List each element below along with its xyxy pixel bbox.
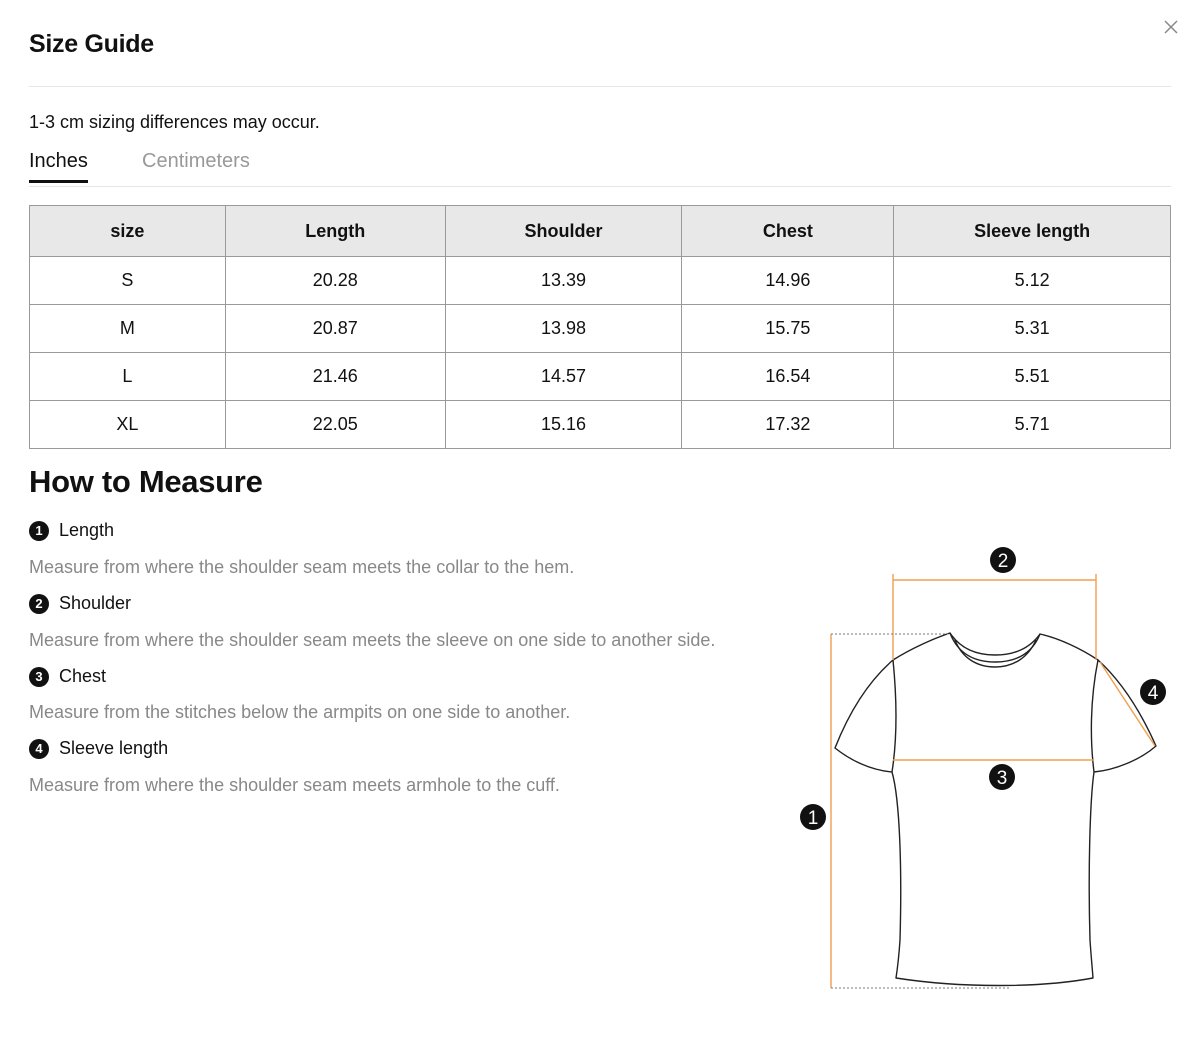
cell-sleeve-length: 5.31 [894,305,1171,353]
measure-label: Sleeve length [59,738,169,758]
header-size: size [30,206,226,257]
cell-chest: 15.75 [682,305,894,353]
tab-inches[interactable]: Inches [29,150,88,183]
cell-sleeve-length: 5.51 [894,353,1171,401]
close-button[interactable] [1160,16,1182,38]
unit-tabs [29,148,1171,187]
measure-label: Length [59,520,115,540]
measure-description: Measure from where the shoulder seam meets the sleeve on one side to another side. [29,630,716,650]
cell-chest: 17.32 [682,401,894,449]
cell-size: S [30,257,226,305]
cell-shoulder: 13.39 [445,257,682,305]
svg-text:2: 2 [997,551,1009,572]
tshirt-icon [835,633,1156,986]
measure-item-sleeve-title [29,738,168,759]
cell-length: 20.87 [225,305,445,353]
number-badge-icon: 1 [29,521,49,541]
number-badge-icon: 3 [29,667,49,687]
cell-shoulder: 13.98 [445,305,682,353]
cell-chest: 14.96 [682,257,894,305]
table-row [30,401,1171,449]
how-to-measure-heading: How to Measure [29,464,263,499]
cell-length: 21.46 [225,353,445,401]
close-icon [1160,16,1182,38]
diagram-label-4 [1140,679,1166,705]
measure-description: Measure from where the shoulder seam meets the collar to the hem. [29,557,575,577]
svg-text:1: 1 [807,808,819,829]
tshirt-measurement-diagram [790,540,1170,1000]
number-badge-icon: 4 [29,739,49,759]
cell-chest: 16.54 [682,353,894,401]
cell-sleeve-length: 5.71 [894,401,1171,449]
table-header-row [30,206,1171,257]
cell-length: 22.05 [225,401,445,449]
svg-text:3: 3 [996,768,1008,789]
title-divider [29,86,1171,87]
measure-label: Chest [59,666,107,686]
measure-description: Measure from the stitches below the armpits on one side to another. [29,702,571,722]
cell-size: XL [30,401,226,449]
measure-item-shoulder-title [29,593,131,614]
header-length: Length [225,206,445,257]
cell-size: M [30,305,226,353]
svg-text:4: 4 [1147,683,1159,704]
cell-shoulder: 15.16 [445,401,682,449]
header-chest: Chest [682,206,894,257]
cell-length: 20.28 [225,257,445,305]
measure-description: Measure from where the shoulder seam meets armhole to the cuff. [29,775,560,795]
header-sleeve-length: Sleeve length [894,206,1171,257]
size-table [29,205,1171,449]
diagram-label-2 [990,547,1016,573]
modal-title: Size Guide [29,30,154,58]
cell-shoulder: 14.57 [445,353,682,401]
sizing-note: 1-3 cm sizing differences may occur. [29,112,320,132]
diagram-label-1 [800,804,826,830]
table-row [30,305,1171,353]
header-shoulder: Shoulder [445,206,682,257]
cell-size: L [30,353,226,401]
tab-centimeters[interactable]: Centimeters [142,150,250,172]
cell-sleeve-length: 5.12 [894,257,1171,305]
measure-label: Shoulder [59,593,132,613]
measure-item-length-title [29,520,114,541]
table-row [30,257,1171,305]
measure-item-chest-title [29,666,106,687]
table-row [30,353,1171,401]
number-badge-icon: 2 [29,594,49,614]
diagram-label-3 [989,764,1015,790]
